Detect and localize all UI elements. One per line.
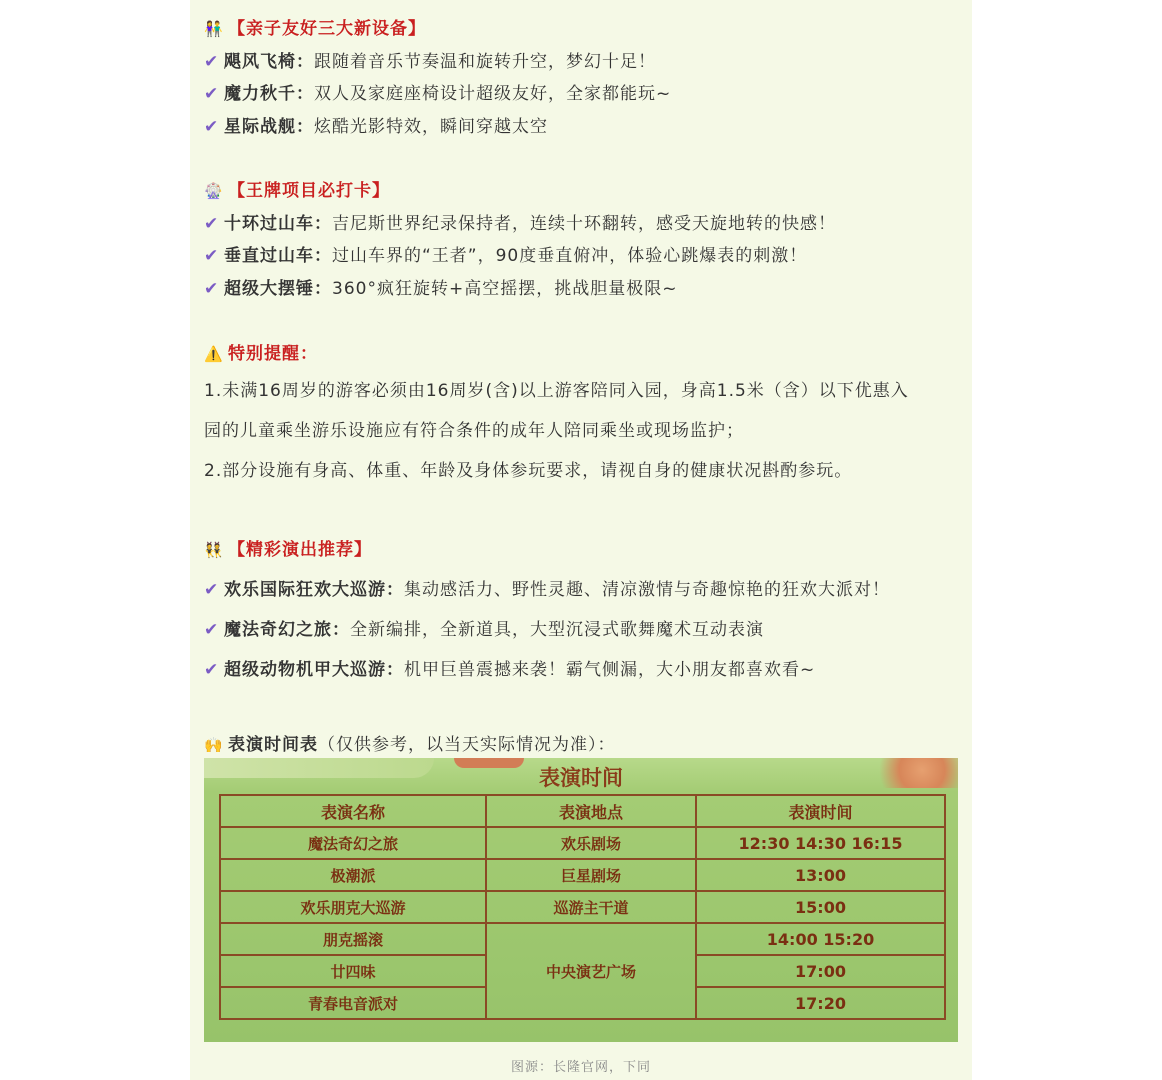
list-item: ✔ 垂直过山车：过山车界的“王者”，90度垂直俯冲，体验心跳爆表的刺激！ bbox=[204, 246, 808, 266]
table-row bbox=[220, 859, 945, 891]
show-time: 12:30 14:30 16:15 bbox=[696, 827, 945, 859]
list-item: ✔ 魔力秋千：双人及家庭座椅设计超级友好，全家都能玩~ bbox=[204, 84, 672, 104]
schedule-image bbox=[204, 758, 958, 1042]
list-item: ✔ 超级大摆锤：360°疯狂旋转+高空摇摆，挑战胆量极限~ bbox=[204, 279, 678, 299]
check-icon: ✔ bbox=[204, 660, 220, 680]
table-row bbox=[220, 891, 945, 923]
check-icon: ✔ bbox=[204, 84, 220, 104]
show-time: 17:00 bbox=[696, 955, 945, 987]
list-item: ✔ 魔法奇幻之旅：全新编排，全新道具，大型沉浸式歌舞魔术互动表演 bbox=[204, 620, 764, 640]
show-name: 青春电音派对 bbox=[220, 987, 486, 1019]
header-time: 表演时间 bbox=[696, 795, 945, 827]
show-time: 17:20 bbox=[696, 987, 945, 1019]
timetable-label: 🙌 表演时间表（仅供参考，以当天实际情况为准）： bbox=[204, 735, 616, 755]
check-icon: ✔ bbox=[204, 52, 220, 72]
section-heading: 👫 【亲子友好三大新设备】 bbox=[204, 19, 426, 39]
list-item: ✔ 飓风飞椅：跟随着音乐节奏温和旋转升空，梦幻十足！ bbox=[204, 52, 656, 72]
show-name: 廿四味 bbox=[220, 955, 486, 987]
show-time: 14:00 15:20 bbox=[696, 923, 945, 955]
notice-heading: ⚠️ 特别提醒： bbox=[204, 344, 318, 364]
schedule-table bbox=[219, 794, 946, 1020]
table-header-row bbox=[220, 795, 945, 827]
ferris-wheel-icon: 🎡 bbox=[204, 182, 224, 200]
check-icon: ✔ bbox=[204, 246, 220, 266]
show-time: 13:00 bbox=[696, 859, 945, 891]
show-name: 极潮派 bbox=[220, 859, 486, 891]
show-name: 朋克摇滚 bbox=[220, 923, 486, 955]
show-place: 中央演艺广场 bbox=[486, 923, 696, 1019]
section-heading: 🎡 【王牌项目必打卡】 bbox=[204, 181, 390, 201]
schedule-title: 表演时间 bbox=[539, 766, 623, 790]
family-icon: 👫 bbox=[204, 20, 224, 38]
check-icon: ✔ bbox=[204, 580, 220, 600]
dancers-icon: 👯 bbox=[204, 541, 224, 559]
list-item: ✔ 十环过山车：吉尼斯世界纪录保持者，连续十环翻转，感受天旋地转的快感！ bbox=[204, 214, 836, 234]
show-place: 巨星剧场 bbox=[486, 859, 696, 891]
article-body bbox=[190, 0, 972, 1080]
list-item: ✔ 欢乐国际狂欢大巡游：集动感活力、野性灵趣、清凉激情与奇趣惊艳的狂欢大派对！ bbox=[204, 580, 890, 600]
check-icon: ✔ bbox=[204, 279, 220, 299]
table-row bbox=[220, 827, 945, 859]
show-place: 欢乐剧场 bbox=[486, 827, 696, 859]
image-caption: 图源：长隆官网，下同 bbox=[510, 1060, 651, 1075]
notice-line: 1.未满16周岁的游客必须由16周岁(含)以上游客陪同入园，身高1.5米（含）以下优惠入 bbox=[204, 381, 909, 401]
check-icon: ✔ bbox=[204, 214, 220, 234]
section-heading: 👯 【精彩演出推荐】 bbox=[204, 540, 372, 560]
raised-hands-icon: 🙌 bbox=[204, 736, 224, 754]
warning-icon: ⚠️ bbox=[204, 345, 224, 363]
show-name: 欢乐朋克大巡游 bbox=[220, 891, 486, 923]
show-time: 15:00 bbox=[696, 891, 945, 923]
list-item: ✔ 超级动物机甲大巡游：机甲巨兽震撼来袭！霸气侧漏，大小朋友都喜欢看~ bbox=[204, 660, 816, 680]
check-icon: ✔ bbox=[204, 117, 220, 137]
table-row bbox=[220, 923, 945, 955]
show-name: 魔法奇幻之旅 bbox=[220, 827, 486, 859]
notice-line: 园的儿童乘坐游乐设施应有符合条件的成年人陪同乘坐或现场监护； bbox=[204, 421, 744, 441]
header-name: 表演名称 bbox=[220, 795, 486, 827]
check-icon: ✔ bbox=[204, 620, 220, 640]
list-item: ✔ 星际战舰：炫酷光影特效，瞬间穿越太空 bbox=[204, 117, 548, 137]
notice-line: 2.部分设施有身高、体重、年龄及身体参玩要求，请视自身的健康状况斟酌参玩。 bbox=[204, 461, 853, 481]
show-place: 巡游主干道 bbox=[486, 891, 696, 923]
header-place: 表演地点 bbox=[486, 795, 696, 827]
